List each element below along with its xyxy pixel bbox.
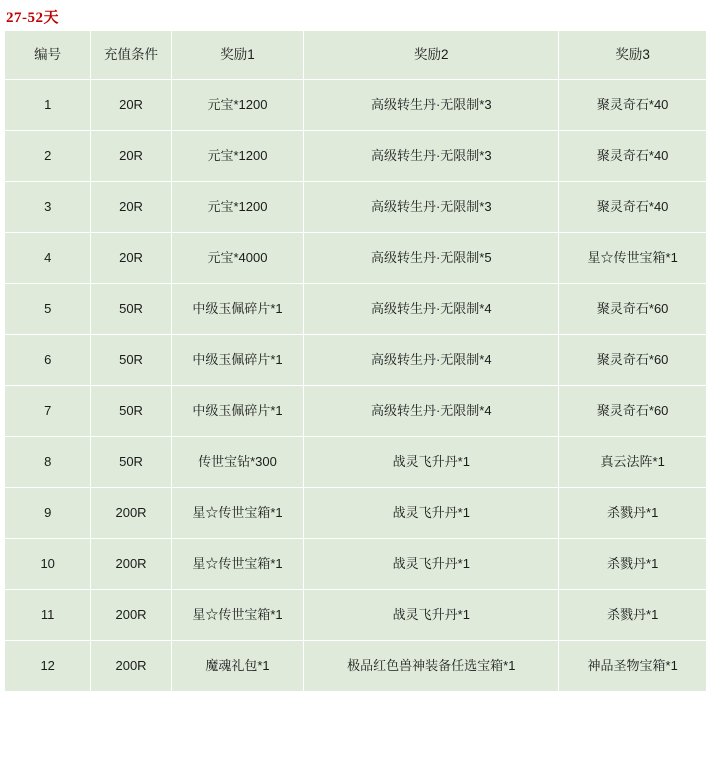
cell-id [5,641,91,692]
cell-reward1 [171,233,304,284]
cell-condition-value: 20R [119,96,143,112]
cell-id [5,386,91,437]
cell-condition [91,131,171,182]
cell-id-value: 3 [44,198,52,214]
cell-condition [91,437,171,488]
cell-reward3-value: 聚灵奇石*40 [596,96,669,112]
column-header-condition-label: 充值条件 [104,46,159,62]
table-row [5,80,707,131]
table-row [5,182,707,233]
cell-reward1-value: 元宝*1200 [207,198,268,214]
cell-condition [91,284,171,335]
cell-condition [91,80,171,131]
cell-reward3 [559,335,707,386]
cell-id-value: 1 [44,96,52,112]
cell-reward1-value: 元宝*4000 [207,249,268,265]
cell-condition-value: 200R [115,504,147,520]
cell-condition [91,539,171,590]
cell-reward2 [304,335,559,386]
cell-reward2-value: 高级转生丹·无限制*3 [370,96,492,112]
column-header-reward3-label: 奖励3 [615,46,650,62]
table-row [5,641,707,692]
cell-condition [91,386,171,437]
cell-id [5,488,91,539]
cell-reward1 [171,284,304,335]
cell-reward2 [304,182,559,233]
cell-reward1-value: 中级玉佩碎片*1 [192,402,283,418]
cell-reward3-value: 杀戮丹*1 [607,555,659,571]
table-row [5,386,707,437]
cell-reward3 [559,233,707,284]
reward-table [4,30,707,692]
cell-reward2-value: 战灵飞升丹*1 [392,504,470,520]
cell-condition-value: 200R [115,555,147,571]
cell-condition [91,641,171,692]
cell-reward2 [304,233,559,284]
table-row [5,233,707,284]
table-row [5,539,707,590]
cell-condition-value: 50R [119,351,143,367]
cell-id [5,335,91,386]
column-header-reward2 [304,31,559,80]
column-header-reward1 [171,31,304,80]
cell-reward1-value: 中级玉佩碎片*1 [192,300,283,316]
cell-reward3-value: 星☆传世宝箱*1 [587,249,678,265]
cell-reward2-value: 高级转生丹·无限制*3 [370,147,492,163]
table-row [5,590,707,641]
cell-reward3 [559,539,707,590]
cell-id-value: 11 [40,606,55,622]
cell-reward3 [559,182,707,233]
cell-id-value: 8 [44,453,52,469]
cell-reward1-value: 星☆传世宝箱*1 [192,504,283,520]
page-title: 27-52天 [6,10,59,26]
column-header-condition [91,31,171,80]
cell-reward3-value: 杀戮丹*1 [607,606,659,622]
cell-id [5,233,91,284]
cell-condition-value: 200R [115,606,147,622]
cell-reward2-value: 高级转生丹·无限制*4 [370,300,492,316]
cell-reward3-value: 聚灵奇石*60 [596,402,669,418]
cell-condition-value: 50R [119,453,143,469]
column-header-reward2-label: 奖励2 [414,46,449,62]
cell-id [5,182,91,233]
cell-reward3-value: 聚灵奇石*40 [596,147,669,163]
cell-id [5,80,91,131]
cell-reward1 [171,437,304,488]
cell-reward3-value: 聚灵奇石*60 [596,351,669,367]
table-body [5,80,707,692]
cell-condition [91,233,171,284]
cell-reward2-value: 战灵飞升丹*1 [392,555,470,571]
cell-reward1 [171,80,304,131]
cell-reward2 [304,488,559,539]
cell-reward3 [559,437,707,488]
cell-reward2 [304,386,559,437]
cell-reward1-value: 传世宝钻*300 [198,453,277,469]
cell-reward1 [171,182,304,233]
cell-reward2 [304,641,559,692]
table-header [5,31,707,80]
cell-reward3-value: 聚灵奇石*40 [596,198,669,214]
cell-reward2-value: 高级转生丹·无限制*5 [370,249,492,265]
cell-id-value: 5 [44,300,52,316]
cell-reward2 [304,131,559,182]
cell-reward1 [171,641,304,692]
column-header-reward1-label: 奖励1 [220,46,255,62]
cell-id [5,437,91,488]
cell-condition [91,488,171,539]
cell-id [5,284,91,335]
cell-reward3 [559,488,707,539]
cell-condition [91,590,171,641]
cell-reward2 [304,437,559,488]
cell-reward1 [171,386,304,437]
cell-reward3 [559,641,707,692]
cell-reward3-value: 神品圣物宝箱*1 [587,657,678,673]
cell-reward1-value: 星☆传世宝箱*1 [192,555,283,571]
cell-reward1-value: 元宝*1200 [207,147,268,163]
cell-id-value: 2 [44,147,52,163]
cell-reward1 [171,539,304,590]
column-header-id [5,31,91,80]
cell-reward3-value: 聚灵奇石*60 [596,300,669,316]
table-row [5,488,707,539]
cell-reward2 [304,590,559,641]
cell-condition-value: 20R [119,147,143,163]
cell-id-value: 10 [40,555,55,571]
cell-id [5,590,91,641]
cell-reward1-value: 魔魂礼包*1 [205,657,270,673]
cell-reward2-value: 极品红色兽神装备任选宝箱*1 [347,657,516,673]
cell-id-value: 9 [44,504,52,520]
cell-id [5,131,91,182]
table-row [5,335,707,386]
title-bar [0,0,711,26]
cell-id [5,539,91,590]
cell-reward1-value: 星☆传世宝箱*1 [192,606,283,622]
table-row [5,437,707,488]
cell-reward3 [559,131,707,182]
cell-id-value: 4 [44,249,52,265]
cell-reward2 [304,284,559,335]
cell-reward1 [171,335,304,386]
cell-reward1 [171,131,304,182]
cell-reward3 [559,80,707,131]
table-row [5,131,707,182]
cell-condition [91,182,171,233]
cell-reward3-value: 真云法阵*1 [600,453,665,469]
cell-reward2-value: 战灵飞升丹*1 [392,606,470,622]
cell-reward2-value: 高级转生丹·无限制*4 [370,402,492,418]
cell-reward3-value: 杀戮丹*1 [607,504,659,520]
cell-id-value: 7 [44,402,52,418]
cell-reward2 [304,539,559,590]
cell-reward3 [559,590,707,641]
cell-reward3 [559,386,707,437]
table-row [5,284,707,335]
column-header-reward3 [559,31,707,80]
cell-reward1-value: 中级玉佩碎片*1 [192,351,283,367]
cell-reward1-value: 元宝*1200 [207,96,268,112]
cell-reward2-value: 高级转生丹·无限制*3 [370,198,492,214]
cell-condition-value: 20R [119,198,143,214]
cell-condition-value: 20R [119,249,143,265]
cell-reward3 [559,284,707,335]
cell-id-value: 12 [40,657,55,673]
cell-condition-value: 50R [119,402,143,418]
cell-condition [91,335,171,386]
column-header-id-label: 编号 [34,46,62,62]
cell-reward1 [171,488,304,539]
cell-reward2-value: 高级转生丹·无限制*4 [370,351,492,367]
cell-condition-value: 50R [119,300,143,316]
cell-condition-value: 200R [115,657,147,673]
cell-reward2-value: 战灵飞升丹*1 [392,453,470,469]
cell-reward1 [171,590,304,641]
cell-id-value: 6 [44,351,52,367]
table-header-row [5,31,707,80]
cell-reward2 [304,80,559,131]
